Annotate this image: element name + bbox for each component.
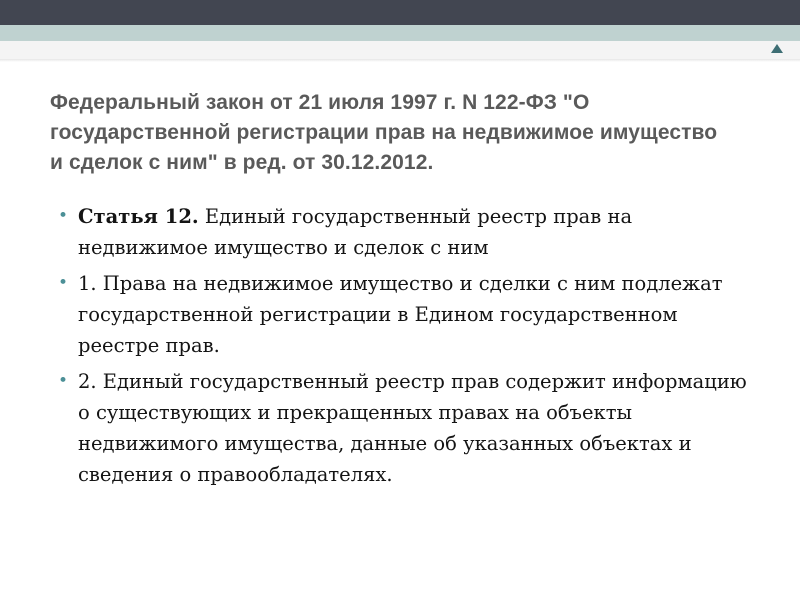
header-band-teal: [0, 25, 800, 41]
bullet-icon: •: [58, 371, 69, 391]
slide-title: Федеральный закон от 21 июля 1997 г. N 122-ФЗ "О государственной регистрации прав на недвижимое имущество и сделок с ним" в ред. от 30.12.2012.: [50, 91, 718, 174]
list-item: [58, 201, 748, 263]
triangle-up-icon: [771, 44, 783, 53]
bullet-icon: •: [58, 206, 69, 226]
clause-1-text: 1. Права на недвижимое имущество и сделки с ним подлежат государственной регистрации в Едином государственном реестре прав.: [78, 272, 723, 357]
header-band-light: [0, 41, 800, 59]
bullet-list: [58, 201, 748, 495]
clause-2-text: 2. Единый государственный реестр прав содержит информацию о существующих и прекращенных правах на объекты недвижимого имущества, данные об указанных объектах и сведения о правообладателях.: [78, 370, 747, 486]
bullet-icon: •: [58, 273, 69, 293]
header-band-dark: [0, 0, 800, 25]
article-heading: Статья 12.: [78, 205, 199, 228]
article-title: Единый государственный реестр прав на недвижимое имущество и сделок с ним: [78, 205, 633, 259]
list-item: [58, 366, 748, 490]
list-item: [58, 268, 748, 361]
header-band-shadow: [0, 59, 800, 62]
